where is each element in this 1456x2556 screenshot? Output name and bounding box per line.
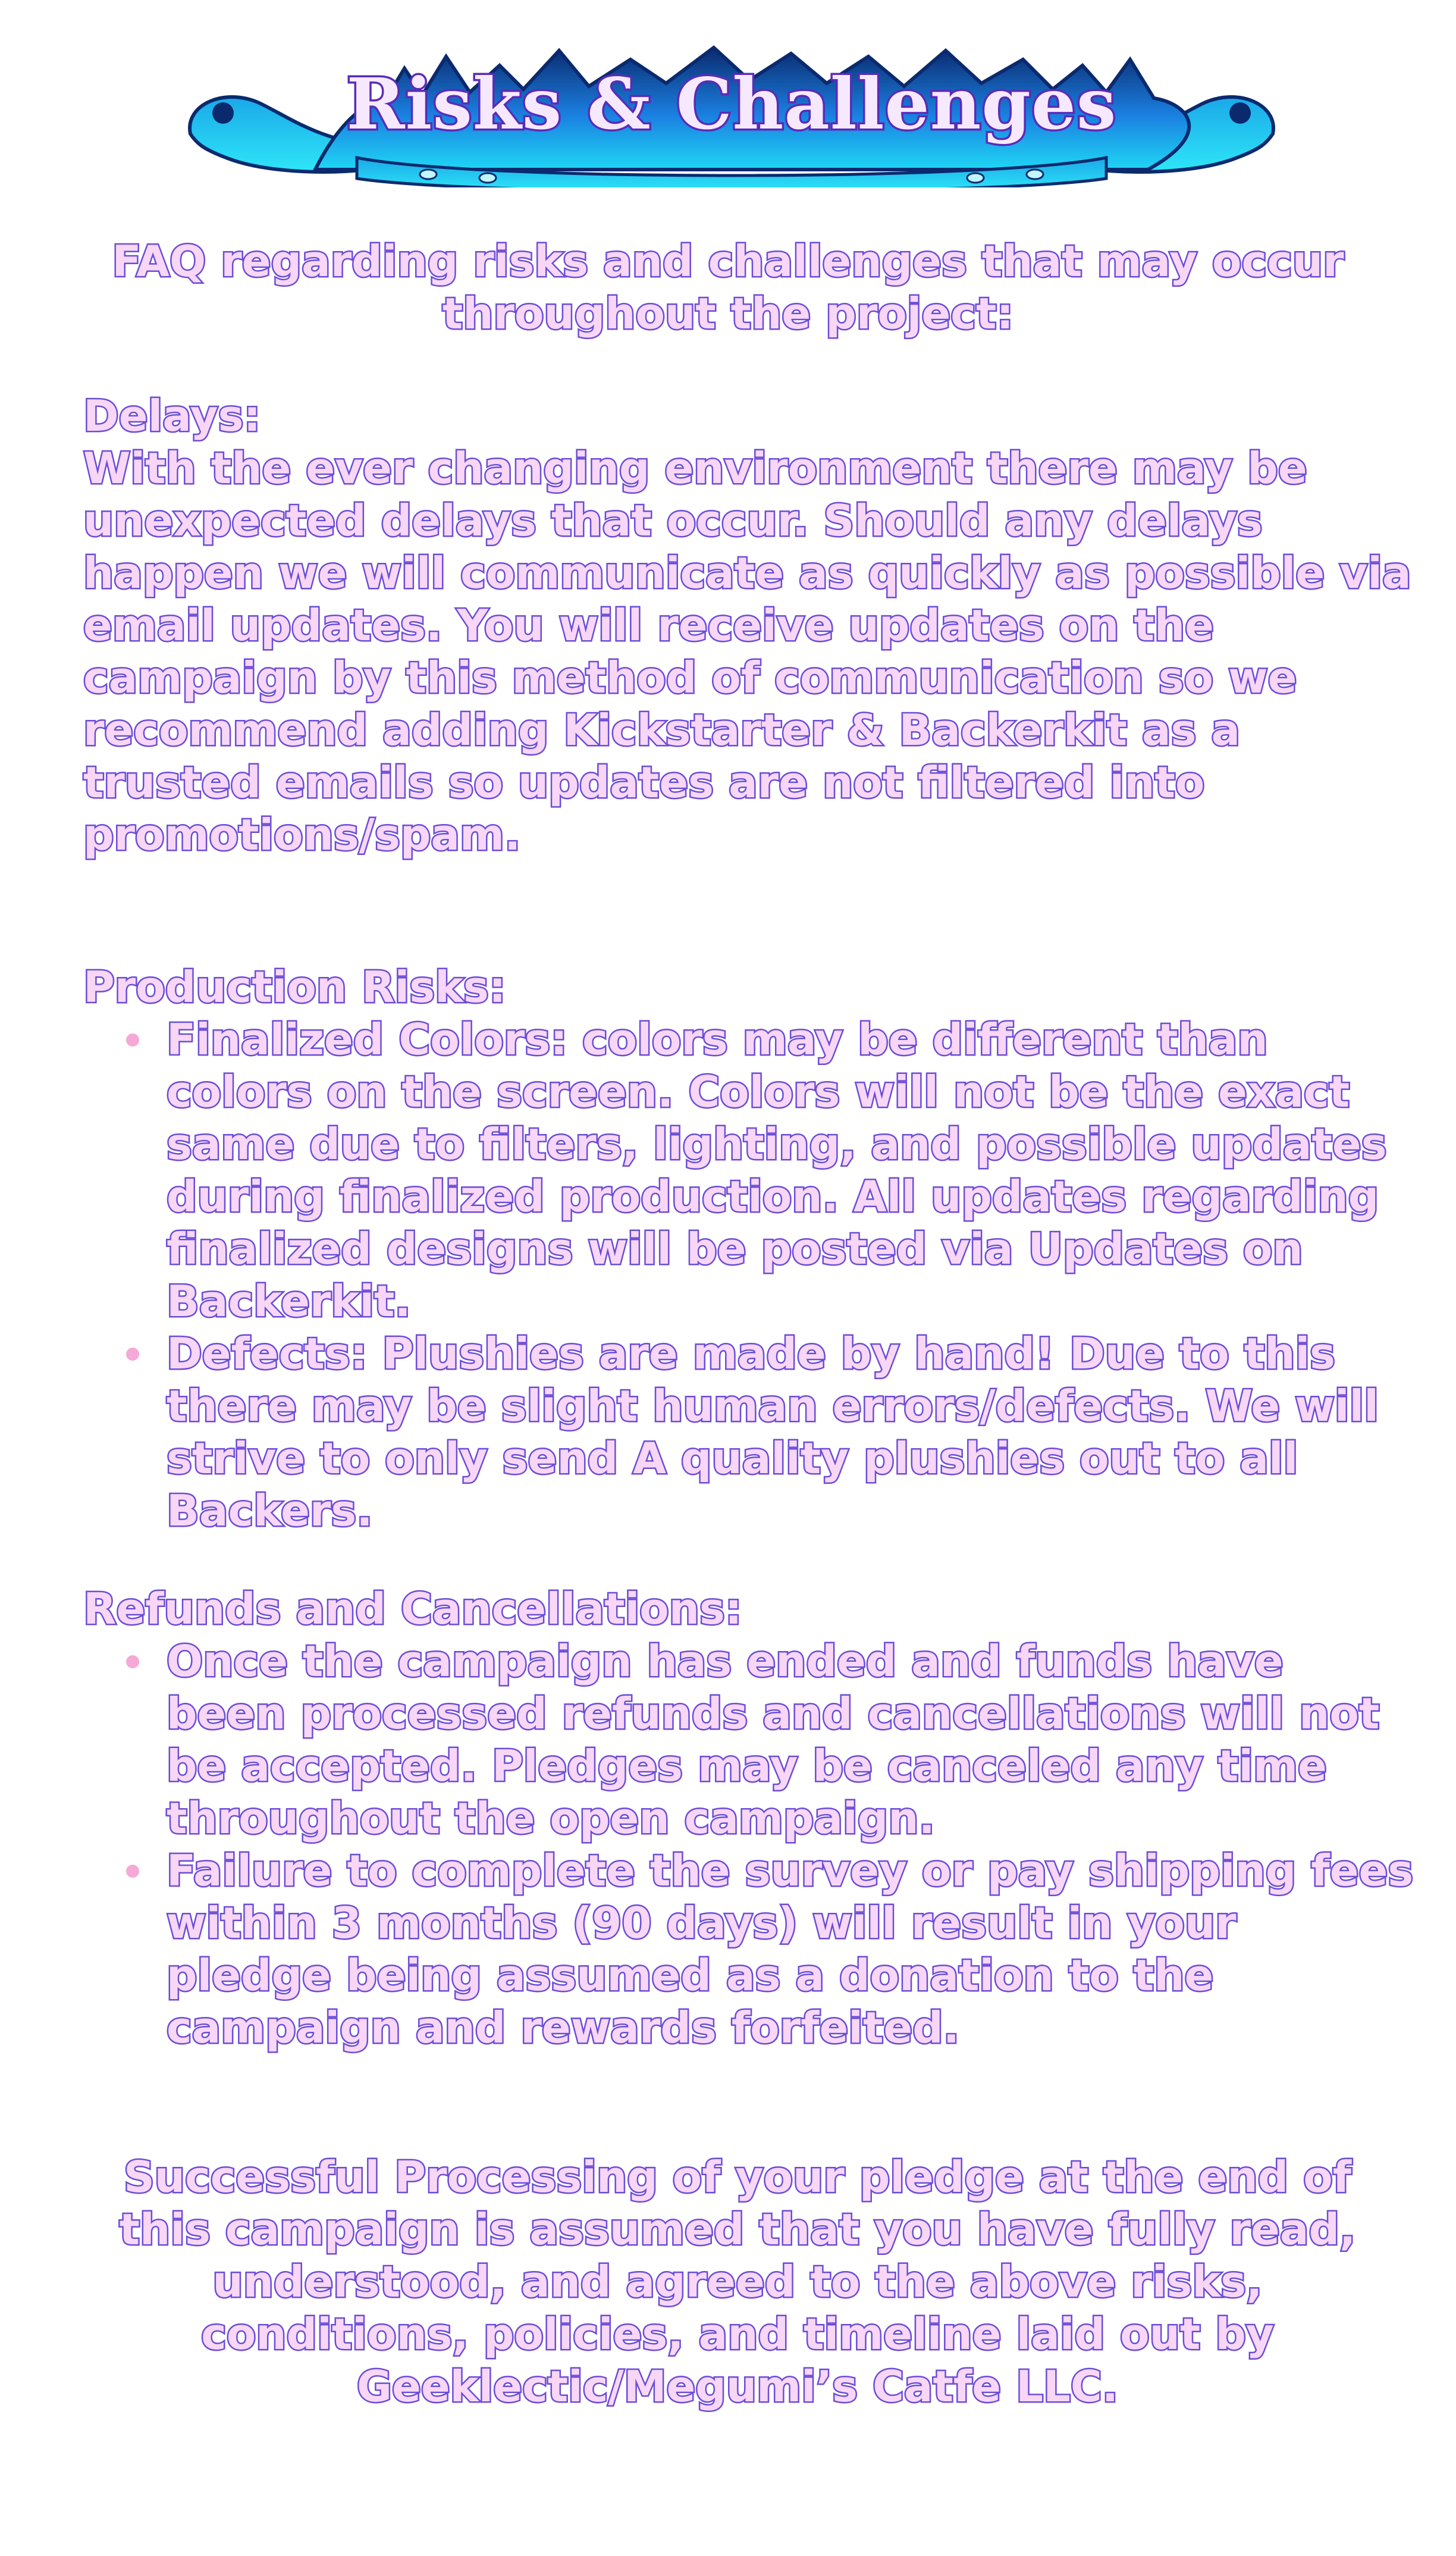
bullet-icon: [126, 1033, 139, 1047]
bullet-icon: [126, 1655, 139, 1668]
production-risks-section: [83, 961, 1416, 1537]
bullet-icon: [126, 1865, 139, 1878]
list-item-text: Defects: Plushies are made by hand! Due to this there may be slight human errors/defects. We will strive to only send A quality plushies out to all Backers.: [167, 1329, 1379, 1536]
title-banner: [178, 33, 1285, 187]
refunds-heading: Refunds and Cancellations:: [83, 1584, 742, 1634]
banner-title: Risks & Challenges: [346, 62, 1117, 145]
intro-text: FAQ regarding risks and challenges that may occur throughout the project:: [112, 236, 1344, 339]
production-risks-heading: Production Risks:: [83, 962, 506, 1012]
list-item: [167, 1327, 1416, 1537]
list-item-text: Finalized Colors: colors may be different than colors on the screen. Colors will not be the exact same due to filters, lighting, and possible updates during finalized production. All updates regarding finalized designs will be posted via Updates on Backerkit.: [167, 1014, 1387, 1326]
list-item-text: Once the campaign has ended and funds have been processed refunds and cancellations will not be accepted. Pledges may be canceled any time throughout the open campaign.: [167, 1636, 1380, 1843]
delays-heading: Delays:: [83, 391, 261, 441]
delays-section: [83, 390, 1416, 861]
list-item: [167, 1844, 1416, 2054]
closing-statement: Successful Processing of your pledge at the end of this campaign is assumed that you have fully read, understood, and agreed to the above risks, conditions, policies, and timeline laid out by Geeklectic/Megumi’s Catfe LLC.: [119, 2152, 1356, 2411]
list-item: [167, 1635, 1416, 1844]
production-risks-list: [83, 1013, 1416, 1537]
refunds-section: [83, 1583, 1416, 2054]
bullet-icon: [126, 1348, 139, 1361]
list-item: [167, 1013, 1416, 1327]
delays-body: With the ever changing environment there may be unexpected delays that occur. Should any delays happen we will communicate as quickly as possible via email updates. You will receive updates on the campaign by this method of communication so we recommend adding Kickstarter & Backerkit as a trusted emails so updates are not filtered into promotions/spam.: [83, 443, 1411, 860]
list-item-text: Failure to complete the survey or pay shipping fees within 3 months (90 days) will result in your pledge being assumed as a donation to the campaign and rewards forfeited.: [167, 1846, 1414, 2053]
refunds-list: [83, 1635, 1416, 2054]
